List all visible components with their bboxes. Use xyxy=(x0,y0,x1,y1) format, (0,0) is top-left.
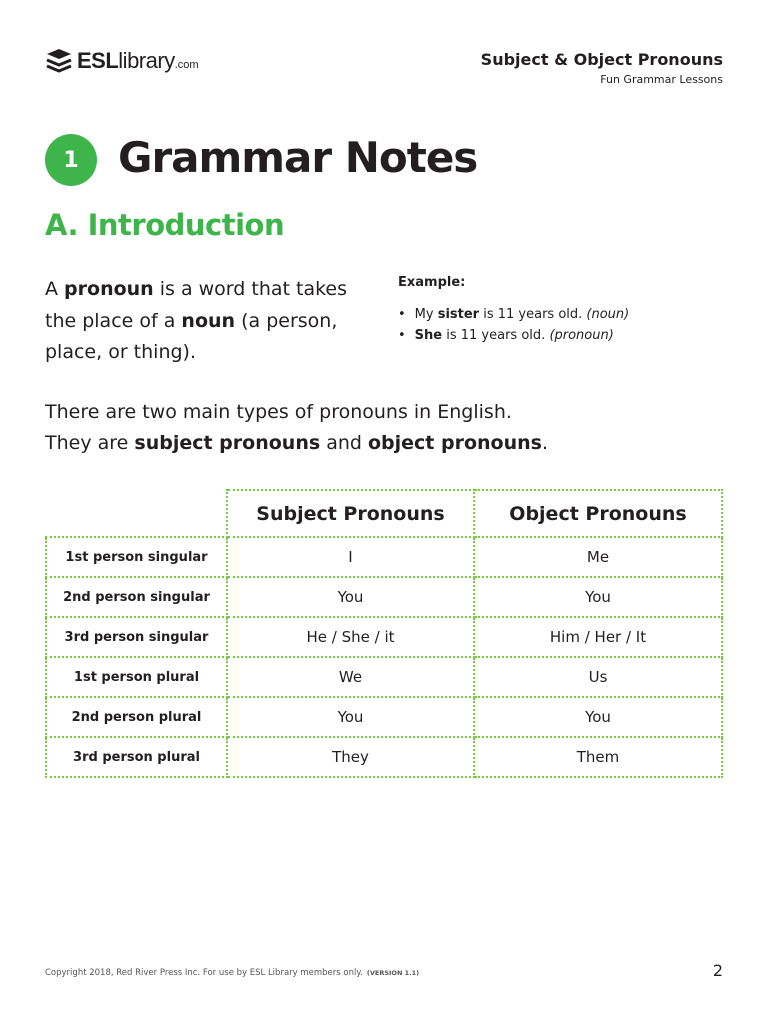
subject-pronoun-cell: We xyxy=(227,657,474,697)
row-label: 1st person singular xyxy=(46,537,227,577)
object-pronoun-cell: You xyxy=(474,697,722,737)
types-line-2: They are subject pronouns and object pronouns. xyxy=(45,432,549,454)
row-label: 1st person plural xyxy=(46,657,227,697)
example-label: Example: xyxy=(398,275,466,290)
pronoun-table xyxy=(45,489,723,778)
column-header-subject: Subject Pronouns xyxy=(227,490,474,537)
term-noun: noun xyxy=(181,309,236,332)
subject-pronoun-cell: I xyxy=(227,537,474,577)
esl-library-logo xyxy=(45,46,199,76)
subject-pronoun-cell: They xyxy=(227,737,474,777)
intro-paragraph: A pronoun is a word that takes the place of a noun (a person, place, or thing). xyxy=(45,278,348,363)
column-header-object: Object Pronouns xyxy=(474,490,722,537)
example-item: • My sister is 11 years old. (noun) xyxy=(398,304,629,325)
object-pronoun-cell: Us xyxy=(474,657,722,697)
types-paragraph xyxy=(45,397,548,459)
row-label: 3rd person singular xyxy=(46,617,227,657)
page-number: 2 xyxy=(712,961,723,980)
example-list xyxy=(398,304,629,346)
subject-pronoun-cell: You xyxy=(227,697,474,737)
example-item: • She is 11 years old. (pronoun) xyxy=(398,325,629,346)
section-heading: A. Introduction xyxy=(45,208,285,242)
subject-pronoun-cell: He / She / it xyxy=(227,617,474,657)
row-label: 2nd person singular xyxy=(46,577,227,617)
table-row xyxy=(46,657,722,697)
logo-text-library: library xyxy=(118,48,175,73)
logo-text-suffix: .com xyxy=(174,59,199,71)
lesson-title: Subject & Object Pronouns xyxy=(480,50,723,69)
section-number-badge: 1 xyxy=(45,134,97,186)
table-row xyxy=(46,617,722,657)
table-row xyxy=(46,737,722,777)
term-object-pronouns: object pronouns xyxy=(367,432,542,454)
term-pronoun: pronoun xyxy=(64,278,154,300)
types-line-1: There are two main types of pronouns in English. xyxy=(45,401,512,423)
table-row xyxy=(46,697,722,737)
copyright-notice: Copyright 2018, Red River Press Inc. For use by ESL Library members only. (VERSION 1.1) xyxy=(45,968,420,978)
book-stack-icon xyxy=(45,47,73,75)
lesson-subtitle: Fun Grammar Lessons xyxy=(600,73,723,86)
table-corner-cell xyxy=(46,490,227,537)
object-pronoun-cell: Them xyxy=(474,737,722,777)
row-label: 2nd person plural xyxy=(46,697,227,737)
logo-text-esl: ESL xyxy=(77,48,119,73)
subject-pronoun-cell: You xyxy=(227,577,474,617)
object-pronoun-cell: Him / Her / It xyxy=(474,617,722,657)
object-pronoun-cell: You xyxy=(474,577,722,617)
table-row xyxy=(46,577,722,617)
page-title: Grammar Notes xyxy=(118,133,478,182)
table-header-row xyxy=(46,490,722,537)
table-row xyxy=(46,537,722,577)
version-label: (VERSION 1.1) xyxy=(366,969,420,977)
term-subject-pronouns: subject pronouns xyxy=(134,432,321,454)
row-label: 3rd person plural xyxy=(46,737,227,777)
object-pronoun-cell: Me xyxy=(474,537,722,577)
